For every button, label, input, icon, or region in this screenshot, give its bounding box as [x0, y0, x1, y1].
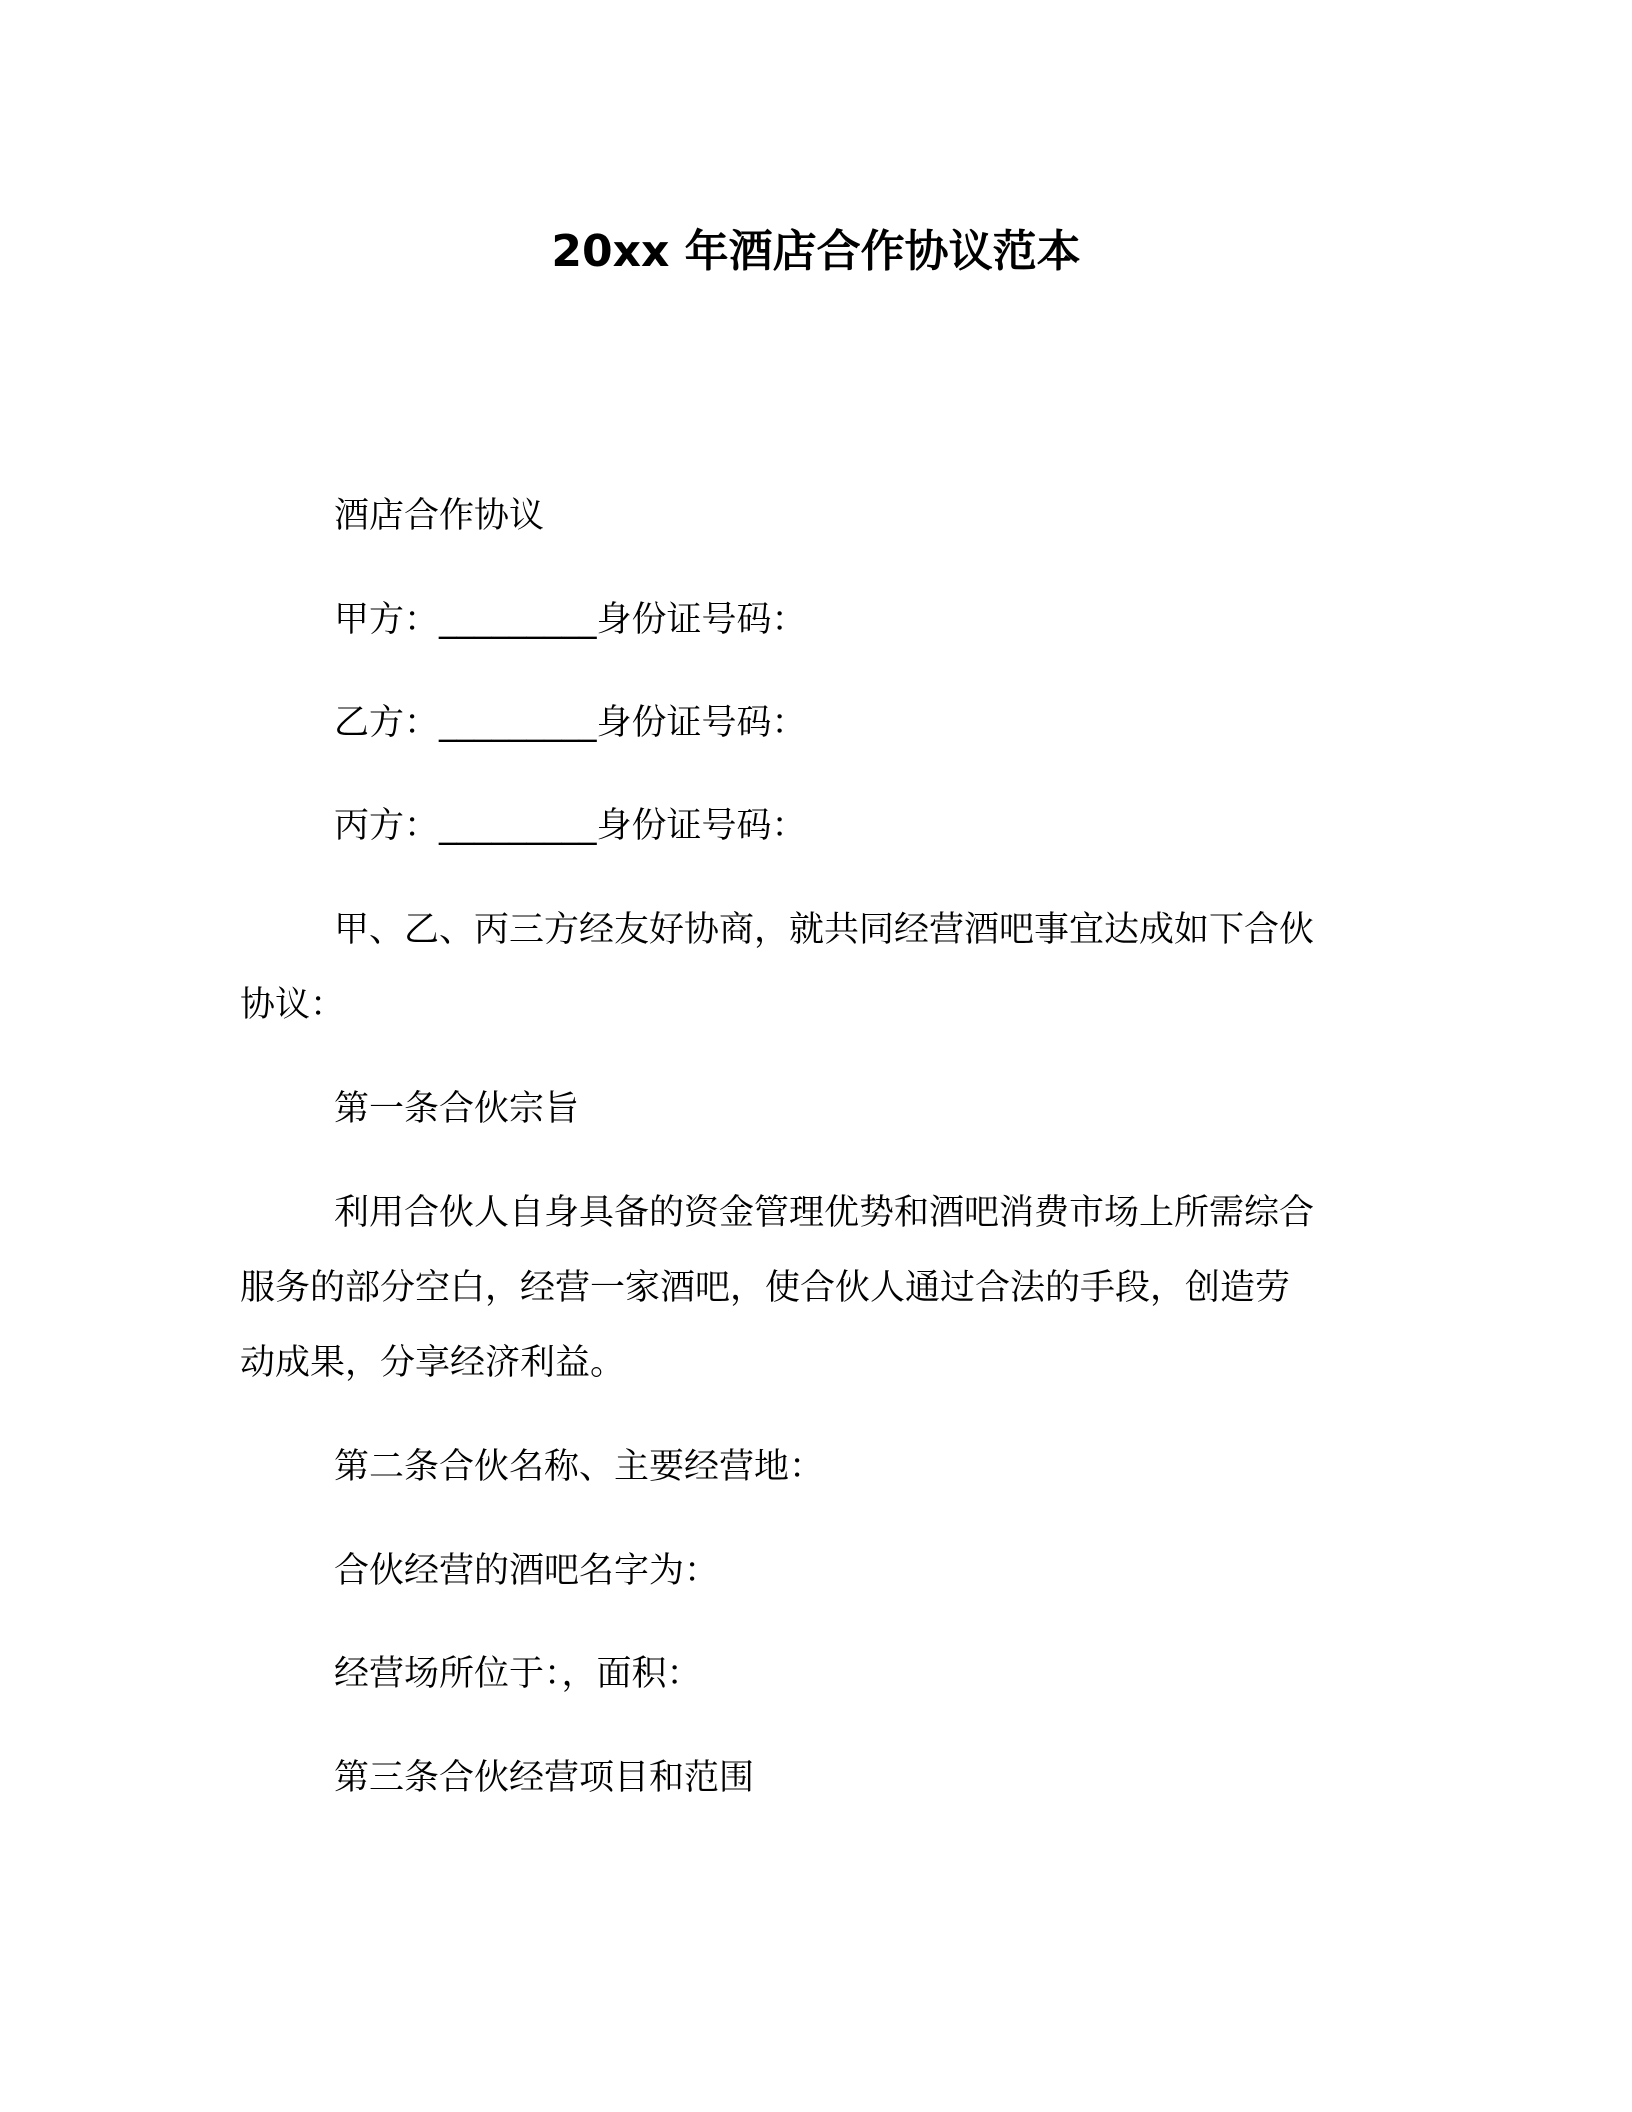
party-b-line: 乙方：_________身份证号码： — [334, 703, 807, 743]
party-a-line: 甲方：_________身份证号码： — [334, 600, 807, 640]
article-2-heading: 第二条合伙名称、主要经营地： — [334, 1447, 825, 1487]
intro-paragraph-line-1: 甲、乙、丙三方经友好协商，就共同经营酒吧事宜达成如下合伙 — [334, 910, 1315, 950]
business-location-line: 经营场所位于：，面积： — [334, 1654, 702, 1694]
article-1-body-line-3: 动成果，分享经济利益。 — [240, 1343, 626, 1383]
article-1-heading: 第一条合伙宗旨 — [334, 1089, 580, 1129]
party-c-line: 丙方：_________身份证号码： — [334, 806, 807, 846]
article-1-body-line-2: 服务的部分空白，经营一家酒吧，使合伙人通过合法的手段，创造劳 — [240, 1268, 1291, 1308]
bar-name-line: 合伙经营的酒吧名字为： — [334, 1551, 720, 1591]
article-3-heading: 第三条合伙经营项目和范围 — [334, 1758, 755, 1798]
document-title: 20xx 年酒店合作协议范本 — [551, 226, 1081, 277]
agreement-heading: 酒店合作协议 — [334, 496, 545, 536]
intro-paragraph-line-2: 协议： — [240, 985, 346, 1025]
article-1-body-line-1: 利用合伙人自身具备的资金管理优势和酒吧消费市场上所需综合 — [334, 1193, 1315, 1233]
